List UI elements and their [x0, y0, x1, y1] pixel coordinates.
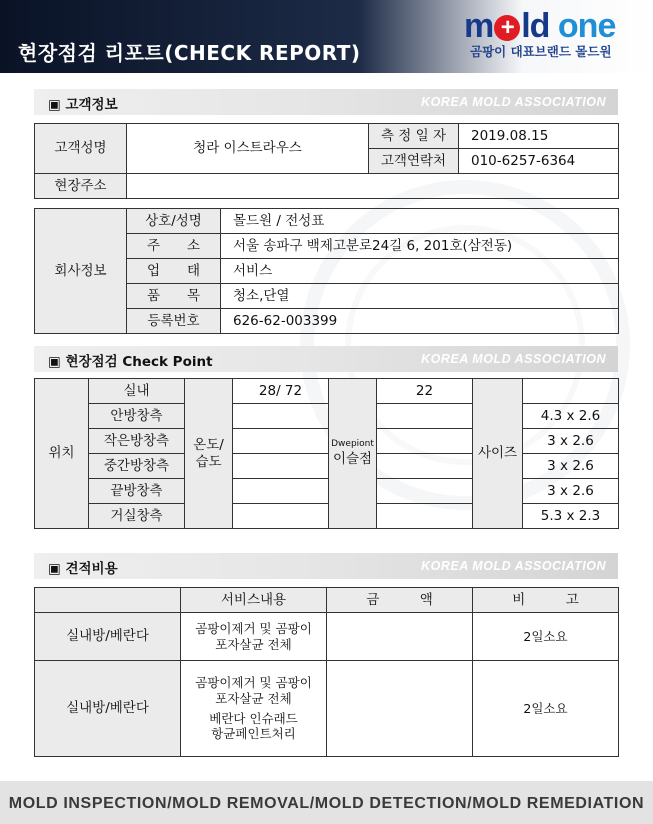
location-name: 작은방창측: [89, 429, 185, 454]
dewpoint-value: [377, 479, 473, 504]
temp-humidity-value: [233, 404, 329, 429]
company-row-value: 서울 송파구 백제고분로24길 6, 201호(삼전동): [221, 234, 619, 259]
company-row-value: 청소,단열: [221, 284, 619, 309]
report-title: 현장점검 리포트(CHECK REPORT): [18, 41, 361, 65]
logo-text-one: one: [557, 7, 616, 45]
estimate-header-amount: 금 액: [327, 588, 473, 613]
location-label: 위치: [35, 379, 89, 529]
company-table: [34, 208, 619, 334]
company-group-label: 회사정보: [35, 209, 127, 334]
size-value: [523, 379, 619, 404]
estimate-section-title: ▣ 견적비용: [48, 561, 118, 577]
logo-text-m: m: [464, 7, 494, 45]
temp-humidity-value: [233, 429, 329, 454]
footer-services: MOLD INSPECTION/MOLD REMOVAL/MOLD DETECTION/MOLD REMEDIATION: [8, 795, 645, 812]
checkpoint-table: [34, 378, 619, 529]
dewpoint-value: [377, 429, 473, 454]
estimate-service: 곰팡이제거 및 곰팡이 포자살균 전체 베란다 인슈래드 항균페인트처리: [181, 661, 327, 757]
estimate-header-note: 비 고: [473, 588, 619, 613]
checkpoint-section-title: ▣ 현장점검 Check Point: [48, 354, 213, 370]
customer-section-title: ▣ 고객정보: [48, 97, 118, 113]
size-value: 3 x 2.6: [523, 429, 619, 454]
temp-humidity-label: 온도/ 습도: [185, 379, 233, 529]
company-row-label: 품 목: [127, 284, 221, 309]
logo-text-ld: ld: [521, 7, 550, 45]
size-value: 3 x 2.6: [523, 479, 619, 504]
location-name: 거실창측: [89, 504, 185, 529]
size-value: 4.3 x 2.6: [523, 404, 619, 429]
estimate-note: 2일소요: [473, 613, 619, 661]
logo-tagline: 곰팡이 대표브랜드 몰드원: [470, 44, 612, 59]
moldone-logo: [464, 6, 615, 46]
estimate-area: 실내방/베란다: [35, 613, 181, 661]
location-name: 끝방창측: [89, 479, 185, 504]
size-label: 사이즈: [473, 379, 523, 529]
location-name: 중간방창측: [89, 454, 185, 479]
location-name: 안방창측: [89, 404, 185, 429]
association-label: KOREA MOLD ASSOCIATION: [421, 559, 606, 573]
estimate-section-bar: [34, 553, 618, 579]
customer-section-bar: [34, 89, 618, 115]
size-value: 5.3 x 2.3: [523, 504, 619, 529]
measure-date: 2019.08.15: [459, 124, 619, 149]
customer-name: 청라 이스트라우스: [127, 124, 369, 174]
estimate-area: 실내방/베란다: [35, 661, 181, 757]
estimate-header-service: 서비스내용: [181, 588, 327, 613]
estimate-amount: [327, 661, 473, 757]
size-value: 3 x 2.6: [523, 454, 619, 479]
dewpoint-label: Dwepiont 이슬점: [329, 379, 377, 529]
dewpoint-value: [377, 504, 473, 529]
estimate-amount: [327, 613, 473, 661]
company-row-value: 626-62-003399: [221, 309, 619, 334]
customer-table: [34, 123, 619, 199]
customer-contact: 010-6257-6364: [459, 149, 619, 174]
temp-humidity-value: [233, 504, 329, 529]
company-row-label: 업 태: [127, 259, 221, 284]
plus-icon: +: [494, 15, 520, 41]
association-label: KOREA MOLD ASSOCIATION: [421, 352, 606, 366]
company-row-value: 서비스: [221, 259, 619, 284]
location-name: 실내: [89, 379, 185, 404]
company-row-label: 상호/성명: [127, 209, 221, 234]
estimate-service: 곰팡이제거 및 곰팡이 포자살균 전체: [181, 613, 327, 661]
temp-humidity-value: [233, 454, 329, 479]
company-row-label: 주 소: [127, 234, 221, 259]
date-label: 측 정 일 자: [369, 124, 459, 149]
estimate-note: 2일소요: [473, 661, 619, 757]
contact-label: 고객연락처: [369, 149, 459, 174]
dewpoint-value: [377, 404, 473, 429]
temp-humidity-value: 28/ 72: [233, 379, 329, 404]
dewpoint-value: 22: [377, 379, 473, 404]
company-row-value: 몰드원 / 전성표: [221, 209, 619, 234]
estimate-table: [34, 587, 619, 757]
checkpoint-section-bar: [34, 346, 618, 372]
site-address: [127, 174, 619, 199]
address-label: 현장주소: [35, 174, 127, 199]
dewpoint-value: [377, 454, 473, 479]
company-row-label: 등록번호: [127, 309, 221, 334]
temp-humidity-value: [233, 479, 329, 504]
estimate-header-area: [35, 588, 181, 613]
customer-name-label: 고객성명: [35, 124, 127, 174]
association-label: KOREA MOLD ASSOCIATION: [421, 95, 606, 109]
